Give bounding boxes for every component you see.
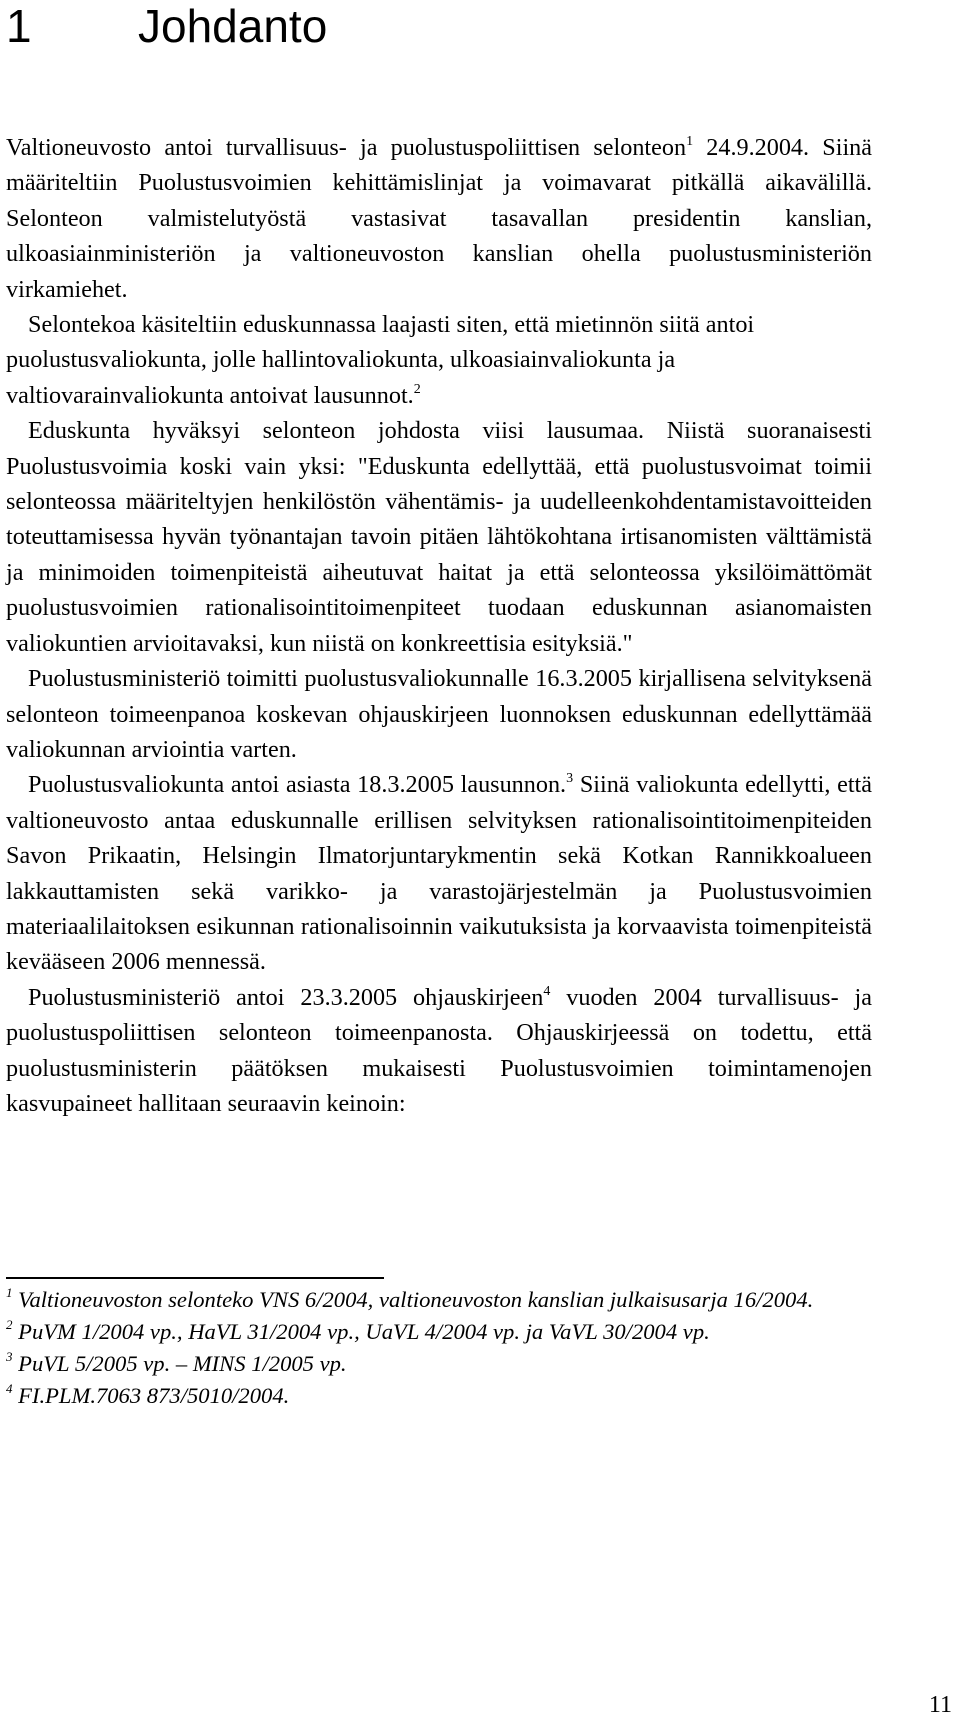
paragraph-text: Puolustusministeriö antoi 23.3.2005 ohjauskirjeen [28, 983, 544, 1011]
paragraph [6, 307, 872, 413]
footnote-text: Valtioneuvoston selonteko VNS 6/2004, valtioneuvoston kanslian julkaisusarja 16/2004. [18, 1287, 814, 1312]
footnote [6, 1348, 878, 1380]
paragraph-text: Siinä valiokunta edellytti, että valtioneuvosto antaa eduskunnalle erillisen selvityksen rationalisointitoimenpiteiden Savon Prikaatin, Helsingin Ilmatorjuntarykmentin sekä Kotkan Rannikkoalueen lakkauttamisten sekä varikko- ja varastojärjestelmän ja Puolustusvoimien materiaalilaitoksen esikunnan rationalisoinnin vaikutuksista ja korvaavista toimenpiteistä kevääseen 2006 mennessä. [6, 771, 872, 976]
chapter-heading [6, 0, 327, 52]
footnote-ref[interactable]: 2 [413, 381, 421, 397]
paragraph-text: vuoden 2004 turvallisuus- ja puolustuspoliittisen selonteon toimeenpanosta. Ohjauskirjeessä on todettu, että puolustusministerin päätöksen mukaisesti Puolustusvoimien toimintamenojen kasvupaineet hallitaan seuraavin keinoin: [6, 983, 872, 1117]
paragraph-text: Valtioneuvosto antoi turvallisuus- ja puolustuspoliittisen selonteon [6, 134, 687, 161]
paragraph [6, 413, 872, 661]
footnote-ref[interactable]: 1 [686, 134, 694, 149]
footnotes [6, 1284, 878, 1412]
footnote-ref[interactable]: 3 [566, 771, 574, 787]
paragraph [6, 767, 872, 979]
paragraph-text: Eduskunta hyväksyi selonteon johdosta viisi lausumaa. Niistä suoranaisesti Puolustusvoimia koski vain yksi: "Eduskunta edellyttää, että puolustusvoimat toimii selonteossa määriteltyjen henkilöstön vähentämis- ja uudelleenkohdentamistavoitteiden toteuttamisessa hyvän työnantajan tavoin pitäen lähtökohtana irtisanomisten välttämistä ja minimoiden toimenpiteistä aiheutuvat haitat ja että selonteossa yksilöimättömät puolustusvoimien rationalisointitoimenpiteet tuodaan eduskunnan asianomaisten valiokuntien arvioitavaksi, kun niistä on konkreettisia esityksiä." [6, 417, 872, 657]
paragraph [6, 980, 872, 1122]
page-number: 11 [928, 1692, 952, 1718]
footnote-number: 1 [6, 1285, 13, 1300]
chapter-number: 1 [6, 0, 32, 52]
paragraph-text: Selontekoa käsiteltiin eduskunnassa laajasti siten, että mietinnön siitä antoi puolustusvaliokunta, jolle hallintovaliokunta, ulkoasiainvaliokunta ja valtiovarainvaliokunta antoivat lausunnot. [6, 311, 755, 409]
footnote-number: 4 [6, 1381, 13, 1396]
paragraph [6, 130, 872, 307]
chapter-title: Johdanto [138, 0, 328, 52]
footnote-text: FI.PLM.7063 873/5010/2004. [18, 1383, 290, 1408]
paragraph-text: Puolustusvaliokunta antoi asiasta 18.3.2005 lausunnon. [28, 771, 567, 799]
paragraph-text: 24.9.2004. Siinä määriteltiin Puolustusvoimien kehittämislinjat ja voimavarat pitkällä aikavälillä. Selonteon valmistelutyöstä vastasivat tasavallan presidentin kanslian, ulkoasiainministeriön ja valtioneuvoston kanslian ohella puolustusministeriön virkamiehet. [6, 134, 872, 303]
paragraph [6, 661, 872, 767]
footnote-text: PuVM 1/2004 vp., HaVL 31/2004 vp., UaVL 4/2004 vp. ja VaVL 30/2004 vp. [18, 1319, 710, 1344]
footnote-number: 3 [6, 1349, 13, 1364]
footnote-number: 2 [6, 1317, 13, 1332]
paragraph-text: Puolustusministeriö toimitti puolustusvaliokunnalle 16.3.2005 kirjallisena selvityksenä selonteon toimeenpanoa koskevan ohjauskirjeen luonnoksen eduskunnan edellyttämää valiokunnan arviointia varten. [6, 665, 872, 763]
footnote [6, 1316, 878, 1348]
footnote [6, 1380, 878, 1412]
footnote-ref[interactable]: 4 [543, 983, 551, 999]
footnote-text: PuVL 5/2005 vp. – MINS 1/2005 vp. [18, 1351, 347, 1376]
footnote-divider [6, 1277, 384, 1279]
body-text [6, 130, 872, 1121]
footnote [6, 1284, 878, 1316]
